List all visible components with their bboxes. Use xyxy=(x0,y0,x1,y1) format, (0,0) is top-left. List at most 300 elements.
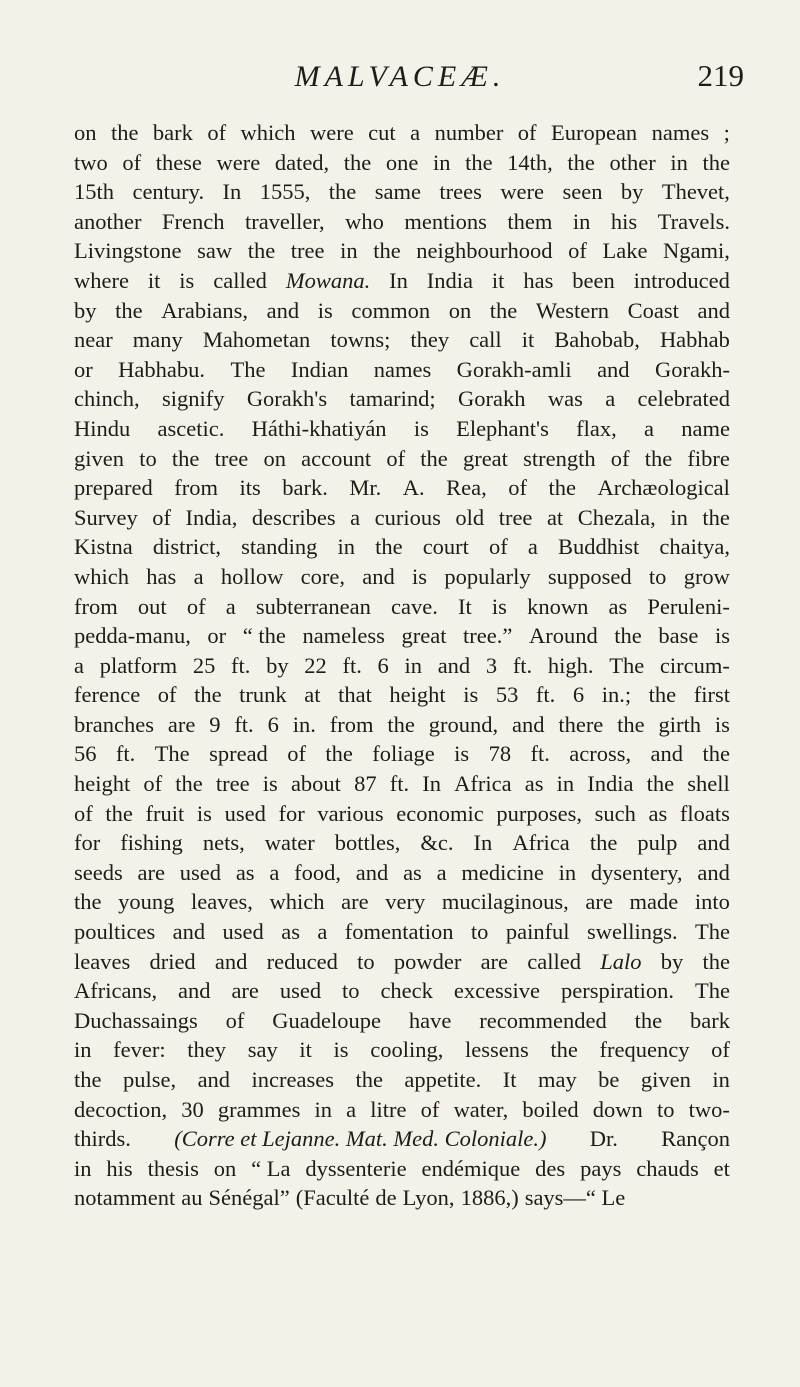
text-line xyxy=(74,769,730,799)
word: the xyxy=(175,771,203,797)
word: 1555, xyxy=(259,179,311,205)
word: from xyxy=(329,711,374,737)
word: tree xyxy=(290,238,325,264)
word: in xyxy=(74,1155,92,1181)
word: or xyxy=(207,623,227,649)
word: shell xyxy=(687,771,730,797)
word: powder xyxy=(393,948,462,974)
word: where xyxy=(74,267,129,293)
word: on xyxy=(213,1155,237,1181)
word: traveller, xyxy=(244,208,325,234)
word: it xyxy=(521,327,535,353)
word: Rea, xyxy=(446,475,487,501)
word: been xyxy=(572,267,615,293)
word: neighbourhood xyxy=(416,238,553,264)
word: made xyxy=(629,889,679,915)
word: in.; xyxy=(601,682,632,708)
word: district, xyxy=(152,534,221,560)
word: Mahometan xyxy=(202,327,311,353)
word: 87 xyxy=(354,771,377,797)
word: great xyxy=(401,623,447,649)
word: Africa xyxy=(454,771,512,797)
word: increases xyxy=(251,1067,334,1092)
word: saw xyxy=(197,238,233,264)
word: Buddhist xyxy=(558,534,640,560)
word: prepared xyxy=(74,475,153,501)
word: called xyxy=(213,267,267,293)
word: fever: xyxy=(113,1037,166,1063)
word: on xyxy=(263,445,286,471)
word: are xyxy=(480,948,509,974)
word: pays xyxy=(580,1155,622,1181)
word: a xyxy=(350,504,361,530)
word: from xyxy=(174,475,218,501)
text-line xyxy=(74,1006,730,1036)
text-line xyxy=(74,710,730,740)
word: thirds. xyxy=(74,1126,131,1152)
word: two- xyxy=(688,1096,730,1122)
word: signify xyxy=(161,386,225,412)
word: 3 xyxy=(485,652,498,678)
word: in xyxy=(74,1037,92,1063)
word: was xyxy=(547,386,583,412)
text-line xyxy=(74,148,730,178)
word: The xyxy=(694,978,730,1004)
word: various xyxy=(317,800,384,826)
word: its xyxy=(239,475,261,501)
text-line xyxy=(74,887,730,917)
word: the xyxy=(105,800,133,826)
word: bark xyxy=(689,1007,730,1033)
word: and xyxy=(266,297,300,323)
text-line xyxy=(74,355,730,385)
word: dried xyxy=(149,948,196,974)
word: and xyxy=(197,1067,231,1092)
word: appetite. xyxy=(404,1067,482,1092)
word: Gorakh's xyxy=(246,386,328,412)
word: poultices xyxy=(74,919,156,945)
word: as xyxy=(648,800,668,826)
word: and xyxy=(650,741,684,767)
word: the xyxy=(465,149,493,175)
word: 14th, xyxy=(507,149,553,175)
word: Lake xyxy=(602,238,648,264)
word: very xyxy=(385,889,426,915)
text-line xyxy=(74,236,730,266)
word: by xyxy=(660,948,684,974)
word: water, xyxy=(453,1096,509,1122)
word: perspiration. xyxy=(560,978,675,1004)
word: French xyxy=(161,208,225,234)
text-line xyxy=(74,976,730,1006)
word: of xyxy=(287,741,306,767)
word: &c. xyxy=(420,830,454,856)
word: of xyxy=(610,445,630,471)
text-line xyxy=(74,1183,730,1213)
word: were xyxy=(310,120,354,145)
word: supposed xyxy=(547,563,632,589)
word: fishing xyxy=(120,830,183,856)
word: dysentery, xyxy=(590,859,683,885)
word: the xyxy=(702,948,730,974)
word: and xyxy=(597,356,630,382)
word: a xyxy=(317,919,328,945)
text-line xyxy=(74,739,730,769)
word: on xyxy=(74,120,97,145)
word: as xyxy=(281,919,300,945)
word: may xyxy=(537,1067,577,1092)
word: have xyxy=(408,1007,452,1033)
word: as xyxy=(524,771,544,797)
word: Coast xyxy=(627,297,679,323)
word: say xyxy=(247,1037,278,1063)
word: circum- xyxy=(659,652,730,678)
word: food, xyxy=(294,859,341,885)
word: girth xyxy=(658,711,702,737)
word: towns; xyxy=(330,327,391,353)
word: they xyxy=(187,1037,227,1063)
word: dyssenterie xyxy=(305,1155,407,1181)
word: called xyxy=(527,948,581,974)
word: Gorakh-amli xyxy=(456,356,572,382)
word: popularly xyxy=(444,563,531,589)
word: Archæological xyxy=(597,475,730,501)
word: It xyxy=(502,1067,517,1092)
word: mucilaginous, xyxy=(441,889,569,915)
word: hollow xyxy=(220,563,284,589)
text-line xyxy=(74,621,730,651)
text-line xyxy=(74,384,730,414)
word: the xyxy=(550,1037,578,1063)
word: chaitya, xyxy=(659,534,730,560)
word: chauds xyxy=(636,1155,699,1181)
word: fomentation xyxy=(344,919,454,945)
word: used xyxy=(179,859,222,885)
word: at xyxy=(546,504,564,530)
text-line xyxy=(74,680,730,710)
word: which xyxy=(240,120,296,145)
word: by xyxy=(620,179,644,205)
text-line xyxy=(74,266,730,296)
word: account xyxy=(301,445,372,471)
word: century. xyxy=(132,179,205,205)
word: old xyxy=(455,504,485,530)
word: a xyxy=(225,593,236,619)
word: names xyxy=(651,120,710,145)
word: bark xyxy=(152,120,193,145)
word: The xyxy=(609,652,645,678)
word: the xyxy=(373,238,401,264)
word: known xyxy=(527,593,589,619)
word: a xyxy=(527,534,538,560)
word: in xyxy=(572,208,591,234)
word: as xyxy=(608,593,628,619)
word: trees xyxy=(439,179,482,205)
word: medicine xyxy=(461,859,544,885)
word: the xyxy=(548,475,576,501)
word: the xyxy=(171,445,200,471)
word: the xyxy=(644,445,673,471)
word: fruit xyxy=(145,800,185,826)
word: Ngami, xyxy=(663,238,730,264)
text-line xyxy=(74,1095,730,1125)
word: foliage xyxy=(372,741,435,767)
word: the xyxy=(489,297,518,323)
word: lessens xyxy=(464,1037,529,1063)
word: is xyxy=(491,593,507,619)
word: The xyxy=(695,919,730,945)
word: and xyxy=(697,297,730,323)
word: is xyxy=(714,711,730,737)
word: who xyxy=(345,208,384,234)
word: Lyon, xyxy=(402,1185,455,1211)
word: the xyxy=(567,149,595,175)
word: in xyxy=(404,652,422,678)
word: 1886,) xyxy=(460,1185,519,1211)
word: as xyxy=(235,859,255,885)
word: many xyxy=(132,327,183,353)
word: 25 xyxy=(192,652,216,678)
word: by xyxy=(266,652,289,678)
word: in xyxy=(314,1096,333,1122)
running-head xyxy=(0,56,800,106)
text-line xyxy=(74,473,730,503)
text-line xyxy=(74,118,730,148)
word: and xyxy=(172,919,206,945)
text-line xyxy=(74,917,730,947)
word: for xyxy=(278,800,305,826)
word: given xyxy=(640,1067,691,1092)
word: et xyxy=(713,1155,730,1181)
word: to xyxy=(342,978,360,1004)
word: other xyxy=(609,149,656,175)
word: them xyxy=(507,208,553,234)
text-line xyxy=(74,858,730,888)
word: it xyxy=(299,1037,312,1063)
body-text xyxy=(74,118,730,1213)
word: recommended xyxy=(479,1007,607,1033)
word: about xyxy=(290,771,341,797)
word: 9 xyxy=(209,711,221,737)
word: a xyxy=(410,120,421,145)
word: to xyxy=(470,919,489,945)
word: these xyxy=(155,149,202,175)
word: Chezala, xyxy=(577,504,656,530)
word: and xyxy=(362,563,395,589)
word: ground, xyxy=(428,711,499,737)
word: young xyxy=(118,889,175,915)
word: the xyxy=(387,711,415,737)
word: reduced xyxy=(266,948,338,974)
word: of xyxy=(568,238,587,264)
text-line xyxy=(74,651,730,681)
word: that xyxy=(338,682,372,708)
word: has xyxy=(523,267,554,293)
word: and xyxy=(697,830,730,856)
word: au xyxy=(181,1185,203,1211)
text-line xyxy=(74,414,730,444)
page-number: 219 xyxy=(697,58,744,93)
word: and xyxy=(214,948,248,974)
word: swellings. xyxy=(586,919,678,945)
word: it xyxy=(491,267,505,293)
word: chinch, xyxy=(74,386,140,412)
word: a xyxy=(269,859,280,885)
word: leaves, xyxy=(191,889,253,915)
text-line xyxy=(74,325,730,355)
word: number xyxy=(434,120,504,145)
word: are xyxy=(167,711,196,737)
word: in xyxy=(340,238,358,264)
word: were xyxy=(500,179,545,205)
text-line xyxy=(74,799,730,829)
word: Háthi-khatiyán xyxy=(251,415,387,441)
word: height xyxy=(389,682,446,708)
word: down xyxy=(592,1096,643,1122)
word: The xyxy=(154,741,190,767)
word: introduced xyxy=(633,267,730,293)
word: call xyxy=(469,327,502,353)
word: tree xyxy=(498,504,533,530)
word: floats xyxy=(679,800,730,826)
word: 56 xyxy=(74,741,97,767)
running-title: MALVACEÆ. xyxy=(294,60,506,93)
word: they xyxy=(410,327,450,353)
word: height xyxy=(74,771,131,797)
word: Gorakh- xyxy=(654,356,730,382)
word: a xyxy=(436,859,447,885)
word: notamment xyxy=(74,1185,176,1211)
word: check xyxy=(380,978,433,1004)
word: of xyxy=(186,593,206,619)
word: tree.” xyxy=(463,623,513,649)
word: seen xyxy=(562,179,603,205)
word: 78 xyxy=(488,741,512,767)
word: of xyxy=(152,504,172,530)
word: used xyxy=(224,800,266,826)
word: is xyxy=(412,563,428,589)
word: the xyxy=(617,711,645,737)
word: or xyxy=(74,356,93,382)
word: Dr. xyxy=(589,1126,618,1152)
word: the xyxy=(74,889,102,915)
word: standing xyxy=(241,534,318,560)
text-line xyxy=(74,1154,730,1184)
word: names xyxy=(373,356,432,382)
word: strength xyxy=(523,445,596,471)
word: of xyxy=(508,475,527,501)
word: says—“ Le xyxy=(524,1185,626,1211)
word: ft. xyxy=(234,711,254,737)
word: for xyxy=(74,830,101,856)
word: Arabians, xyxy=(161,297,249,323)
word: 6 xyxy=(267,711,279,737)
word: endémique xyxy=(421,1155,521,1181)
word: nameless xyxy=(302,623,385,649)
word: 22 xyxy=(304,652,327,678)
word: used xyxy=(279,978,322,1004)
word: water xyxy=(264,830,315,856)
word: des xyxy=(535,1155,566,1181)
word: another xyxy=(74,208,142,234)
word: the xyxy=(115,297,143,323)
word: Survey xyxy=(74,504,138,530)
word: decoction, xyxy=(74,1096,168,1122)
word: Bahobab, xyxy=(554,327,640,353)
word: Around xyxy=(528,623,598,649)
word: of xyxy=(386,445,406,471)
word: Hindu xyxy=(74,415,131,441)
word: Thevet, xyxy=(661,179,730,205)
word: Mr. xyxy=(349,475,382,501)
word: de xyxy=(375,1185,397,1211)
word: celebrated xyxy=(637,386,730,412)
word: to xyxy=(139,445,157,471)
word: Africa xyxy=(512,830,570,856)
word: his xyxy=(610,208,638,234)
word: a xyxy=(74,652,84,678)
word: of xyxy=(420,1096,440,1122)
word: ft. xyxy=(115,741,136,767)
word: a xyxy=(193,563,204,589)
word: nets, xyxy=(202,830,245,856)
text-line xyxy=(74,1065,730,1095)
word: there xyxy=(558,711,604,737)
word: seeds xyxy=(74,859,123,885)
word: Lalo xyxy=(600,948,642,974)
word: and xyxy=(437,652,471,678)
word: spread xyxy=(209,741,268,767)
word: India, xyxy=(185,504,238,530)
word: in xyxy=(558,859,577,885)
word: flax, xyxy=(576,415,617,441)
word: to xyxy=(656,1096,675,1122)
text-line xyxy=(74,444,730,474)
word: of xyxy=(711,1037,730,1063)
word: 15th xyxy=(74,179,115,205)
word: the xyxy=(702,741,730,767)
word: are xyxy=(137,859,165,885)
word: the xyxy=(194,682,222,708)
word: is xyxy=(413,415,429,441)
word: 6 xyxy=(377,652,389,678)
word: two xyxy=(74,149,108,175)
word: Gorakh xyxy=(458,386,526,412)
word: subterranean xyxy=(255,593,371,619)
word: ft. xyxy=(342,652,362,678)
word: Indian xyxy=(290,356,349,382)
word: such xyxy=(594,800,636,826)
word: the xyxy=(343,149,372,175)
word: Guadeloupe xyxy=(272,1007,381,1033)
word: Rançon xyxy=(661,1126,730,1152)
word: of xyxy=(74,800,93,826)
word: Western xyxy=(535,297,610,323)
word: core, xyxy=(300,563,345,589)
word: is xyxy=(179,267,195,293)
word: and xyxy=(355,859,389,885)
word: used xyxy=(222,919,264,945)
word: mentions xyxy=(404,208,487,234)
word: litre xyxy=(370,1096,407,1122)
word: bottles, xyxy=(334,830,401,856)
word: is xyxy=(317,297,333,323)
word: which xyxy=(74,563,129,589)
word: the xyxy=(648,682,677,708)
word: trunk xyxy=(239,682,287,708)
word: from xyxy=(74,593,118,619)
word: grammes xyxy=(217,1096,301,1122)
